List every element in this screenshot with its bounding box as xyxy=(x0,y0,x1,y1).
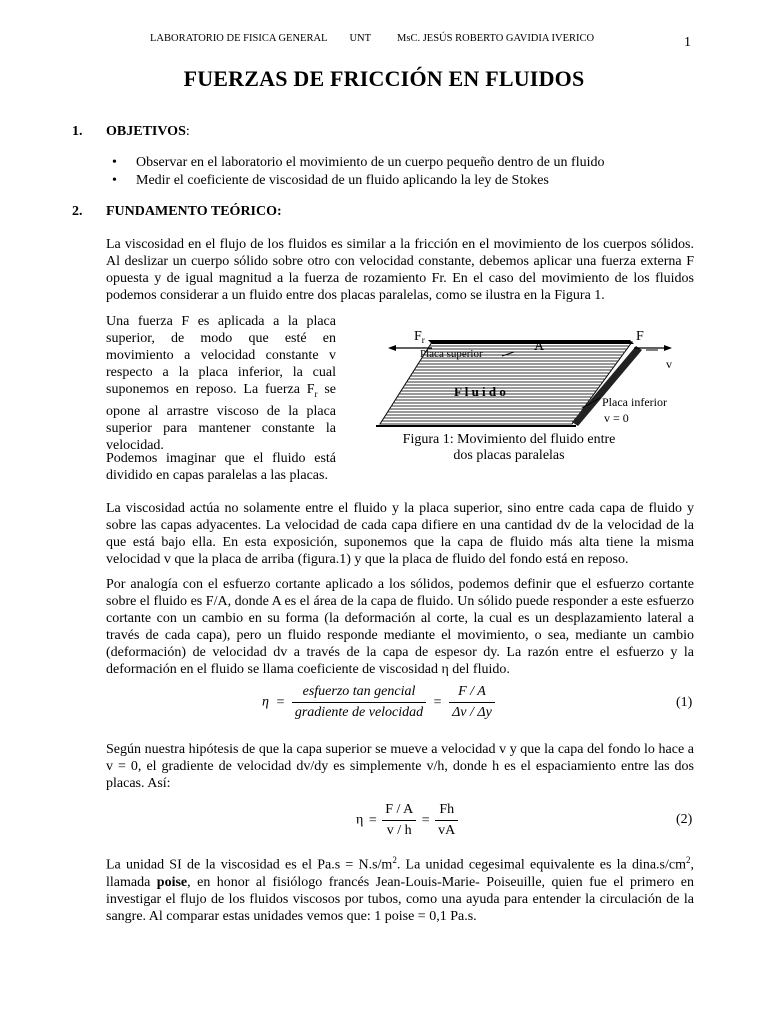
section-1-title: OBJETIVOS xyxy=(106,124,186,139)
paragraph-hypothesis: Según nuestra hipótesis de que la capa superior se mueve a velocidad v y que la capa del fondo lo hace a v = 0, el gradiente de velocidad dv/dy es simplemente v/h, donde h es el espaciamiento entre las dos placas. Así: xyxy=(106,742,694,791)
zero-velocity-label: v = 0 xyxy=(604,411,629,425)
eq2-denominator: v / h xyxy=(386,823,412,838)
paragraph-viscosity-layers: La viscosidad actúa no solamente entre el fluido y la placa superior, sino entre cada capa de fluido y sobre las capas adyacentes. La velocidad de cada capa difiere en una cantidad dv de la velocidad de la que está bajo ella. En esta exposición, suponemos que la capa de fluido más alta tiene la misma velocidad v que la placa de arriba (figura.1) y que la placa de fluido del fondo está en reposo. xyxy=(106,501,694,567)
eq1-fraction-2 xyxy=(449,684,495,721)
figure-1-caption xyxy=(394,432,624,464)
eq2-equals: = xyxy=(368,812,377,828)
units-sup-1: 2 xyxy=(392,855,397,865)
paragraph-intro: La viscosidad en el flujo de los fluidos es similar a la fricción en el movimiento de los cuerpos sólidos. Al deslizar un cuerpo sólido sobre otro con velocidad constante, debemos aplicar una fuerza externa F opuesta y de igual magnitud a la fuerza de rozamiento Fr. En el caso del movimiento de los fluidos podemos considerar a un fluido entre dos placas paralelas, como se ilustra en la Figura 1. xyxy=(106,237,694,303)
eq2-denominator-2: vA xyxy=(438,823,456,838)
eq1-fraction-1 xyxy=(292,684,426,721)
units-text-b: . La unidad cegesimal equivalente es la dina.s/cm xyxy=(396,857,686,873)
equation-2-number: (2) xyxy=(676,812,693,827)
section-1-number: 1. xyxy=(72,124,83,139)
upper-plate-label: Placa superior xyxy=(420,348,483,360)
fr-arrowhead xyxy=(388,345,396,351)
eq1-denominator-2: Δv / Δy xyxy=(452,705,492,720)
velocity-label: v xyxy=(666,357,672,371)
objectives-list xyxy=(112,154,604,190)
eq1-denominator: gradiente de velocidad xyxy=(294,705,424,720)
section-2-title: FUNDAMENTO TEÓRICO: xyxy=(106,204,282,219)
section-2-heading xyxy=(72,204,282,220)
units-text-a: La unidad SI de la viscosidad es el Pa.s = N.s/m xyxy=(106,857,393,873)
paragraph-force xyxy=(106,313,336,454)
paragraph-shear-stress: Por analogía con el esfuerzo cortante aplicado a los sólidos, podemos definir que el esfuerzo cortante sobre el fluido es F/A, donde A es el área de la capa de fluido. Un sólido puede responder a este esfuerzo cortante con un cambio en su forma (la deformación al corte, la cual es un desplazamiento lateral a través de cada capa), pero un fluido responde mediante el movimiento, o sea, mediante un cambio (deformación) de velocidad dv a través de la capa de espesor dy. La razón entre el esfuerzo y la deformación en el fluido se llama coeficiente de viscosidad η del fluido. xyxy=(106,577,694,677)
page-number: 1 xyxy=(684,35,691,50)
header-author: MsC. JESÚS ROBERTO GAVIDIA IVERICO xyxy=(397,33,595,44)
section-1-heading xyxy=(72,124,190,140)
objective-item: • Observar en el laboratorio el movimiento de un cuerpo pequeño dentro de un fluido xyxy=(112,154,604,172)
eq2-numerator-2: Fh xyxy=(435,802,458,821)
eq1-equals-2: = xyxy=(433,694,442,710)
eq2-eta: η xyxy=(356,812,364,828)
eq1-numerator: esfuerzo tan gencial xyxy=(292,684,426,703)
page-header xyxy=(150,33,620,44)
equation-1-number: (1) xyxy=(676,695,693,710)
eq2-equals-2: = xyxy=(421,812,430,828)
fluid-label: F l u i d o xyxy=(454,384,506,399)
eq2-numerator: F / A xyxy=(382,802,416,821)
header-university: UNT xyxy=(349,33,372,44)
f-arrowhead xyxy=(664,345,672,351)
caption-line-2: dos placas paralelas xyxy=(453,448,565,463)
upper-plate xyxy=(428,340,634,344)
fr-subscript: r xyxy=(314,388,318,399)
f-label: F xyxy=(636,329,644,344)
paragraph-force-text-b: se opone al arrastre viscoso de la placa superior para mantener constante la velocidad. xyxy=(106,382,336,453)
paragraph-force-text-a: Una fuerza F es aplicada a la placa superior, de modo que esté en movimiento a velocidad constante v respecto a la placa inferior, la cual suponemos en reposo. La fuerza F xyxy=(106,314,336,397)
equation-1 xyxy=(262,684,495,721)
eq1-eta: η xyxy=(262,694,269,710)
section-1-colon: : xyxy=(185,124,190,139)
objective-item: • Medir el coeficiente de viscosidad de un fluido aplicando la ley de Stokes xyxy=(112,172,604,190)
paragraph-layers: Podemos imaginar que el fluido está dividido en capas paralelas a las placas. xyxy=(106,451,336,483)
eq2-fraction-2 xyxy=(435,802,458,839)
units-text-d: , en honor al fisiólogo francés Jean-Louis-Marie- Poiseuille, quien fue el primero en investigar el flujo de los fluidos viscosos por tubos, como una ayuda para entender la circulación de la sangre. Al comparar estas unidades vemos que: 1 poise = 0,1 Pa.s. xyxy=(106,874,695,924)
units-text-c: , llamada xyxy=(106,857,694,890)
eq1-equals: = xyxy=(276,694,285,710)
eq2-fraction-1 xyxy=(382,802,416,839)
units-sup-2: 2 xyxy=(686,855,691,865)
paragraph-units xyxy=(106,852,694,925)
lower-plate-label: Placa inferior xyxy=(602,395,667,409)
fr-label: $F_r$ xyxy=(414,329,425,345)
section-2-number: 2. xyxy=(72,204,83,219)
poise-term: poise xyxy=(156,874,188,890)
area-label: A xyxy=(534,339,545,354)
document-title: FUERZAS DE FRICCIÓN EN FLUIDOS xyxy=(183,66,585,91)
eq1-numerator-2: F / A xyxy=(449,684,495,703)
header-lab: LABORATORIO DE FISICA GENERAL xyxy=(150,33,328,44)
equation-2 xyxy=(356,802,458,839)
caption-line-1: Figura 1: Movimiento del fluido entre xyxy=(402,432,616,447)
